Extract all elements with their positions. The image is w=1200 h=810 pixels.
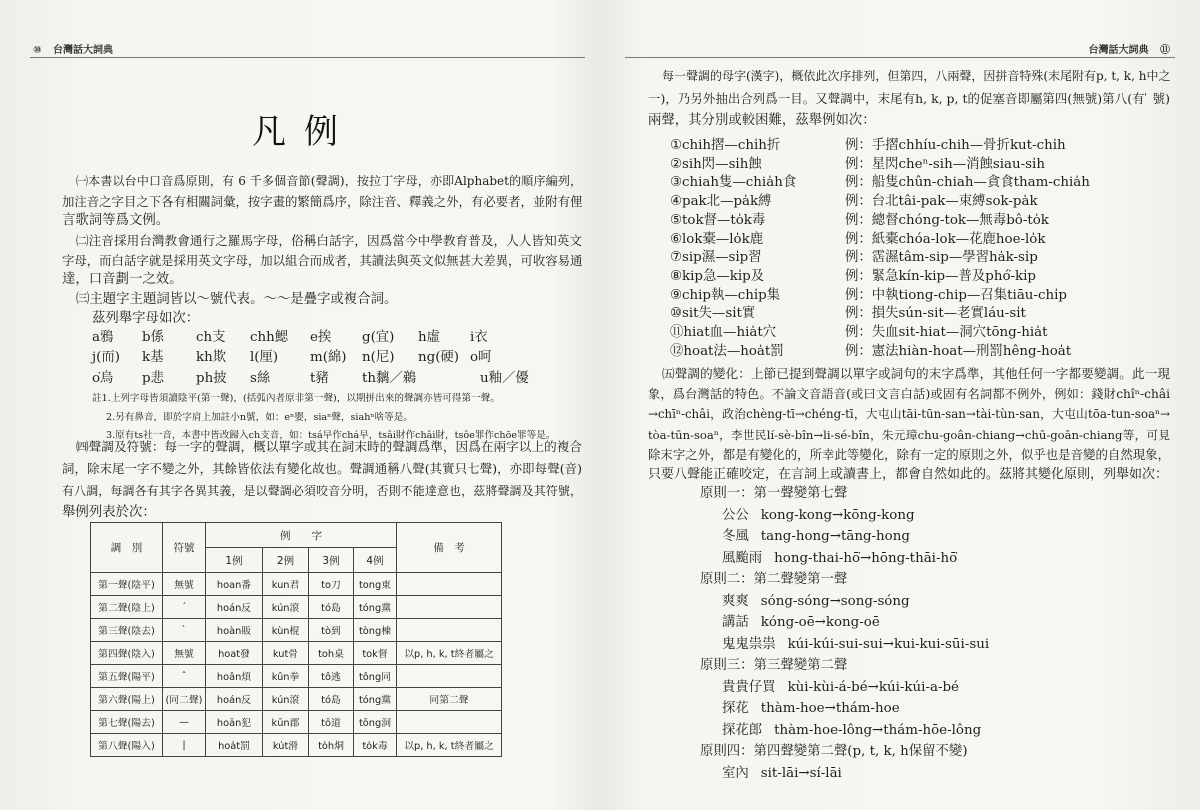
page-number: ⑩ <box>33 45 42 56</box>
letter-item: chh鰓 <box>250 330 289 345</box>
item-example: 例：中執tiong-chip—召集tiāu-chi̍p <box>845 287 1067 303</box>
header-tone: 調 別 <box>91 523 163 573</box>
table-cell: 第八聲(陽入) <box>91 734 163 757</box>
letter-item: o呵 <box>470 350 492 366</box>
item-pair: ⑪hiat血—hia̍t穴 <box>670 325 777 340</box>
footnote: 3.原有ts社一音，本書中皆改歸入ch支音，如：tsá早作chá早，tsâi財作châi財，tsôe罪作chōe罪等是。 <box>106 430 556 441</box>
example-romanization: kùi-kùi-á-bé→kúi-kúi-a-bé <box>787 679 959 695</box>
example-word: 風颱雨 <box>722 550 763 566</box>
letter-item: e挨 <box>310 330 332 345</box>
letter-item: o͘烏 <box>92 370 114 386</box>
header-example-3: 3例 <box>309 548 354 573</box>
table-row <box>91 688 502 711</box>
header-examples: 例 字 <box>206 523 397 548</box>
table-row <box>91 665 502 688</box>
table-cell: 第五聲(陽平) <box>91 665 163 688</box>
header-rule <box>625 57 1175 58</box>
principle-title: 原則二：第二聲變第一聲 <box>700 572 848 587</box>
table-cell: kut骨 <box>263 642 309 665</box>
table-cell: to刀 <box>309 573 354 596</box>
table-cell: kūn郡 <box>263 711 309 734</box>
example-word: 講話 <box>722 615 749 630</box>
left-page-header <box>33 41 113 56</box>
letter-item: a鴉 <box>92 330 114 345</box>
example-word: 貴貴仔買 <box>722 679 776 695</box>
text-line: 一)，乃另外抽出合列爲一目。又聲調中，末尾有h, k, p, t的促塞音即屬第四(無號)第八(有 ̍ 號) <box>648 90 1170 106</box>
item-pair: ⑫hoat法—hoa̍t罰 <box>670 343 784 359</box>
text-line: 除末字之外，都是有變化的，所幸此等變化，除有一定的原則之外，似乎也是音變的自然現象， <box>648 446 1170 462</box>
table-row <box>91 573 502 596</box>
book-title: 台灣話大詞典 <box>1088 45 1149 56</box>
item-example: 例：紙橐chóa-lok—花鹿hoe-lo̍k <box>845 231 1046 247</box>
paragraph-1 <box>648 65 1170 133</box>
table-cell <box>397 573 502 596</box>
table-cell: hoân煩 <box>206 665 263 688</box>
table-cell: 無號 <box>163 573 206 596</box>
example-word: 探花郎 <box>722 722 763 738</box>
example-romanization: thàm-hoe-lông→thám-hōe-lông <box>774 722 982 738</box>
table-cell <box>397 596 502 619</box>
principle-example <box>722 592 910 612</box>
table-cell: tōng洞 <box>354 711 397 734</box>
footnote: 2.另有鼻音，即於字肩上加註小n號，如：eⁿ嬰，siaⁿ聲，siahⁿ啥等是。 <box>106 412 413 423</box>
letter-item: ph披 <box>196 370 227 386</box>
text-line: ㈣聲調及符號：每一字的聲調，概以單字或其在詞末時的聲調爲準，因爲在兩字以上的複合 <box>76 439 582 454</box>
item-example: 例：手摺chhíu-chih—骨折kut-chi̍h <box>845 138 1066 153</box>
example-romanization: thàm-hoe→thám-hoe <box>760 701 900 716</box>
item-pair: ③chiah隻—chia̍h食 <box>670 175 797 191</box>
principle-example <box>722 721 981 741</box>
text-line: ㈤聲調的變化：上節已提到聲調以單字或詞句的末字爲準，其他任何一字都要變調。此一現 <box>662 366 1170 381</box>
item-example: 例：失血sit-hiat—洞穴tōng-hia̍t <box>845 325 1048 340</box>
text-line: 兩聲，其分別或較困難，茲舉例如次： <box>648 113 876 129</box>
item-example: 例：霑濕tâm-sip—學習ha̍k-si̍p <box>845 250 1038 266</box>
example-word: 室內 <box>722 765 749 781</box>
letter-item: ng(硬) <box>418 350 460 366</box>
item-pair: ⑥lok橐—lo̍k鹿 <box>670 231 764 247</box>
text-line: 詞，除末尾一字不變之外，其餘皆依法有變化故也。聲調通稱八聲(其實只七聲)，亦即每聲(音) <box>62 461 582 476</box>
table-cell: ˋ <box>163 619 206 642</box>
paragraph-3 <box>62 290 582 310</box>
paragraph-1 <box>62 172 582 231</box>
item-example: 例：台北tâi-pak—束縛sok-pa̍k <box>845 194 1038 210</box>
right-page-header <box>1089 41 1170 56</box>
table-cell <box>397 711 502 734</box>
principle-example <box>722 699 900 719</box>
text-line: 達，口音劃一之效。 <box>62 272 183 288</box>
header-symbol: 符號 <box>163 523 206 573</box>
item-pair: ⑩sit失—si̍t實 <box>670 306 756 322</box>
principle-example <box>722 764 842 784</box>
paragraph-5 <box>648 364 1170 485</box>
letter-item: g(宜) <box>362 330 395 345</box>
table-cell: tông同 <box>354 665 397 688</box>
table-cell: to̍h烔 <box>309 734 354 757</box>
table-cell: ku̍t滑 <box>263 734 309 757</box>
item-example: 例：總督chóng-tok—無毒bô-to̍k <box>845 212 1049 228</box>
table-cell: hoán反 <box>206 596 263 619</box>
example-word: 爽爽 <box>722 593 749 609</box>
letters-intro: 茲列舉字母如次： <box>92 311 200 326</box>
table-cell: tong東 <box>354 573 397 596</box>
principle-title: 原則一：第一聲變第七聲 <box>700 486 848 501</box>
table-row <box>91 642 502 665</box>
principle-example <box>722 613 880 633</box>
table-cell <box>397 619 502 642</box>
letter-item: s絲 <box>250 370 271 386</box>
example-romanization: sóng-sóng→song-sóng <box>760 593 910 609</box>
tone-table <box>90 522 502 757</box>
letter-item: u釉／優 <box>480 370 529 386</box>
table-cell: hoàn販 <box>206 619 263 642</box>
item-pair: ④pak北—pa̍k縛 <box>670 194 772 210</box>
table-row <box>91 596 502 619</box>
principle-title: 原則三：第三聲變第二聲 <box>700 658 848 673</box>
letter-item: j(而) <box>92 350 120 366</box>
table-cell: 第二聲(陰上) <box>91 596 163 619</box>
table-cell: — <box>163 711 206 734</box>
item-example: 例：船隻chûn-chiah—貪食tham-chia̍h <box>845 175 1090 191</box>
table-cell: 第一聲(陰平) <box>91 573 163 596</box>
text-line: 只要八聲能正確咬定，在言詞上或讀書上，都會自然如此的。茲將其變化原則，列舉如次： <box>648 466 1169 482</box>
item-example: 例：損失sún-sit—老實láu-si̍t <box>845 306 1026 322</box>
table-cell: tô逃 <box>309 665 354 688</box>
table-cell: 無號 <box>163 642 206 665</box>
item-pair: ②sih閃—si̍h蝕 <box>670 156 762 172</box>
table-cell: tó島 <box>309 596 354 619</box>
header-example-4: 4例 <box>354 548 397 573</box>
text-line: 言歌詞等爲文例。 <box>62 213 170 229</box>
letter-item: kh欺 <box>196 350 227 366</box>
letter-item: m(綿) <box>310 350 347 366</box>
table-cell: kún滾 <box>263 596 309 619</box>
table-cell: ˆ <box>163 665 206 688</box>
letter-item: t豬 <box>310 370 329 386</box>
item-pair: ⑧kip急—ki̍p及 <box>670 268 765 284</box>
table-cell: tó島 <box>309 688 354 711</box>
principle-example <box>722 549 957 569</box>
item-pair: ⑦sip濕—si̍p習 <box>670 250 762 266</box>
letter-item: k基 <box>142 350 164 366</box>
item-pair: ①chih摺—chi̍h折 <box>670 138 781 153</box>
example-romanization: kong-kong→kōng-kong <box>760 507 915 523</box>
table-cell: kun君 <box>263 573 309 596</box>
table-cell: ˊ <box>163 596 206 619</box>
text-line: 舉例列表於次： <box>62 505 156 520</box>
table-cell: (同二聲) <box>163 688 206 711</box>
item-example: 例：憲法hiàn-hoat—刑罰hêng-hoa̍t <box>845 343 1072 359</box>
table-cell: tok督 <box>354 642 397 665</box>
page-number: ⑪ <box>1160 45 1170 56</box>
table-cell: hoán反 <box>206 688 263 711</box>
text-line: →chīⁿ-châi，政治chèng-tī→chéng-tī，大屯山tāi-tūn-san→tài-tùn-san，大屯山tōa-tun-soaⁿ→ <box>648 407 1170 422</box>
example-romanization: kóng-oē→kong-oē <box>760 615 880 630</box>
example-word: 冬風 <box>722 529 749 544</box>
text-line: 每一聲調的母字(漢字)，概依此次序排列，但第四，八兩聲，因拼音特殊(末尾附有p, t, k, h中之 <box>662 69 1171 83</box>
item-example: 例：緊急kín-kip—普及phó͘-ki̍p <box>845 268 1036 284</box>
table-cell: 第四聲(陰入) <box>91 642 163 665</box>
table-row <box>91 734 502 757</box>
table-cell: to̍k毒 <box>354 734 397 757</box>
example-word: 鬼鬼祟祟 <box>722 636 776 652</box>
header-example-1: 1例 <box>206 548 263 573</box>
table-row <box>91 619 502 642</box>
footnote: 註1.上列字母皆須讀陰平(第一聲)，(括弧內者原非第一聲)，以期拼出來的聲調亦皆可得第一聲。 <box>92 393 500 404</box>
table-cell: kûn拳 <box>263 665 309 688</box>
example-word: 探花 <box>722 701 749 716</box>
table-cell: kún滾 <box>263 688 309 711</box>
table-cell: 第七聲(陽去) <box>91 711 163 734</box>
principle-example <box>722 506 915 526</box>
letter-item: i衣 <box>470 330 488 345</box>
text-line: tòa-tūn-soaⁿ，李世民lí-sè-bîn→li-sé-bîn，朱元璋chu-goân-chiang→chū-goān-chiang等，可見 <box>648 427 1170 442</box>
table-cell: 以p, h, k, t終者屬之 <box>397 642 502 665</box>
letter-item: l(厘) <box>250 350 279 366</box>
paragraph-2 <box>62 231 582 290</box>
example-romanization: tang-hong→tāng-hong <box>760 529 910 544</box>
table-cell: tóng黨 <box>354 688 397 711</box>
example-romanization: kúi-kúi-sui-sui→kui-kui-sūi-sui <box>787 636 990 652</box>
table-cell: tòng棟 <box>354 619 397 642</box>
text-line: ㈢主題字主題詞皆以～號代表。～～是疊字或複合詞。 <box>76 292 398 307</box>
text-line: ㈡注音採用台灣教會通行之羅馬字母，俗稱白話字，因爲當今中學教育普及，人人皆知英文 <box>76 233 582 248</box>
table-cell: 第六聲(陽上) <box>91 688 163 711</box>
principle-example <box>722 635 989 655</box>
principle-example <box>722 527 910 547</box>
letter-item: p悲 <box>142 370 164 386</box>
table-cell: kùn棍 <box>263 619 309 642</box>
text-line: 象，爲台灣話的特色。不論文音語音(或曰文言白話)或固有名詞都不例外，例如：錢財chîⁿ-châi <box>648 387 1170 402</box>
principle-example <box>722 678 959 698</box>
table-row <box>91 711 502 734</box>
table-cell: hoan番 <box>206 573 263 596</box>
letter-item: th黐／鵜 <box>362 370 417 386</box>
letter-item: b係 <box>142 330 164 345</box>
item-example: 例：星閃cheⁿ-sih—消蝕siau-si̍h <box>845 156 1045 172</box>
principle-title: 原則四：第四聲變第二聲(p, t, k, h保留不變) <box>700 744 968 759</box>
page-title: 凡例 <box>252 112 356 152</box>
table-cell: hoa̍t罰 <box>206 734 263 757</box>
table-cell: tō道 <box>309 711 354 734</box>
example-romanization: hong-thai-hō͘→hōng-thāi-hō͘ <box>774 550 958 566</box>
header-rule <box>30 57 585 58</box>
table-cell: 同第二聲 <box>397 688 502 711</box>
table-cell: toh桌 <box>309 642 354 665</box>
text-line: ㈠本書以台中口音爲原則，有 6 千多個音節(聲調)，按拉丁字母，亦即Alphabet的順序編列， <box>76 174 582 188</box>
example-word: 公公 <box>722 507 749 523</box>
letter-item: n(尼) <box>362 350 395 366</box>
item-pair: ⑤tok督—to̍k毒 <box>670 212 766 228</box>
text-line: 字母，而白話字就是採用英文字母，加以組合而成者，其讀法與英文似無甚大差異，可收容易通 <box>62 252 583 268</box>
book-title: 台灣話大詞典 <box>52 45 113 56</box>
header-remarks: 備 考 <box>397 523 502 573</box>
table-cell: tò到 <box>309 619 354 642</box>
letter-item: h虛 <box>418 330 441 345</box>
table-cell: 以p, h, k, t終者屬之 <box>397 734 502 757</box>
table-cell: hoat發 <box>206 642 263 665</box>
example-romanization: sit-lāi→sí-lāi <box>760 765 842 781</box>
letter-item: ch支 <box>196 330 226 345</box>
text-line: 有八調，每調各有其字各異其義，是以聲調必須咬音分明，否則不能達意也，茲將聲調及其符號， <box>62 484 582 498</box>
table-cell: 第三聲(陰去) <box>91 619 163 642</box>
paragraph-4 <box>62 436 582 524</box>
remarks-cell <box>397 665 502 688</box>
table-cell: tóng黨 <box>354 596 397 619</box>
table-cell: hoān犯 <box>206 711 263 734</box>
header-example-2: 2例 <box>263 548 309 573</box>
table-cell: | <box>163 734 206 757</box>
item-pair: ⑨chip執—chi̍p集 <box>670 287 781 303</box>
text-line: 加注音之字目之下各有相關詞彙，按字畫的繁簡爲序，除注音、釋義之外，有必要者，並附有俚 <box>62 193 583 209</box>
